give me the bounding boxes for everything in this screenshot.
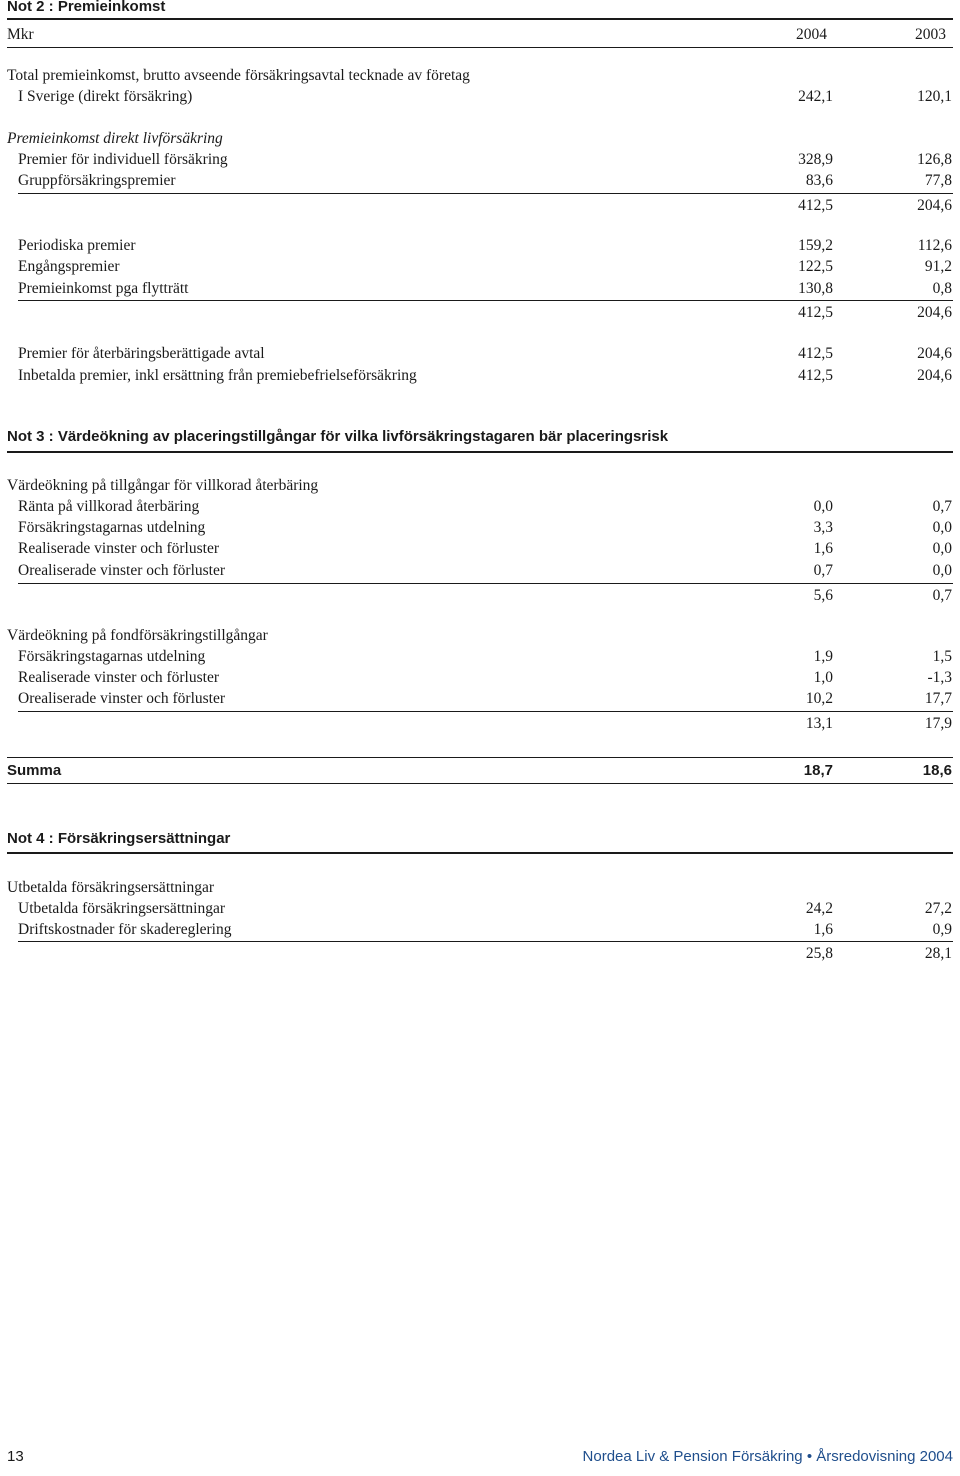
table-row xyxy=(0,170,960,191)
row-label: Värdeökning på fondförsäkringstillgångar xyxy=(7,627,268,644)
row-label: Total premieinkomst, brutto avseende försäkringsavtal tecknade av företag xyxy=(7,67,470,84)
value-2003: -1,3 xyxy=(927,669,952,686)
note-3-heading: Not 3 : Värdeökning av placeringstillgångar för vilka livförsäkringstagaren bär placeringsrisk xyxy=(7,428,669,445)
value-2003: 0,8 xyxy=(932,280,952,297)
value-2004: 412,5 xyxy=(798,367,833,384)
table-row xyxy=(0,278,960,299)
value-2004: 0,7 xyxy=(813,562,833,579)
table-row xyxy=(0,688,960,709)
value-2004: 1,6 xyxy=(813,540,833,557)
column-header-row xyxy=(0,24,960,45)
value-2003: 0,7 xyxy=(932,587,952,604)
value-2003: 0,7 xyxy=(932,498,952,515)
subtotal-row xyxy=(0,585,960,606)
value-2003: 0,0 xyxy=(932,519,952,536)
value-2004: 412,5 xyxy=(798,304,833,321)
row-label: Realiserade vinster och förluster xyxy=(18,540,219,557)
row-label: Premier för återbäringsberättigade avtal xyxy=(18,345,265,362)
table-row xyxy=(0,86,960,107)
value-2003: 0,0 xyxy=(932,562,952,579)
summa-top-rule xyxy=(7,757,953,758)
table-row xyxy=(0,235,960,256)
value-2003: 17,9 xyxy=(924,715,952,732)
subtotal-row xyxy=(0,943,960,964)
row-label: Försäkringstagarnas utdelning xyxy=(18,519,206,536)
table-row xyxy=(0,919,960,940)
value-2004: 328,9 xyxy=(798,151,833,168)
value-2004: 10,2 xyxy=(805,690,833,707)
row-label: Utbetalda försäkringsersättningar xyxy=(18,900,226,917)
subtotal-rule xyxy=(18,300,953,301)
row-label: Engångspremier xyxy=(18,258,120,275)
unit-label: Mkr xyxy=(7,26,34,43)
value-2004: 122,5 xyxy=(798,258,833,275)
table-row xyxy=(0,517,960,538)
value-2004: 83,6 xyxy=(805,172,833,189)
note-3-top-rule xyxy=(7,451,953,453)
value-2003: 17,7 xyxy=(924,690,952,707)
value-2004: 18,7 xyxy=(803,762,833,779)
value-2003: 28,1 xyxy=(924,945,952,962)
value-2003: 0,0 xyxy=(932,540,952,557)
table-row xyxy=(0,65,960,86)
value-2003: 1,5 xyxy=(932,648,952,665)
row-label: Summa xyxy=(7,762,62,779)
summa-row xyxy=(0,760,960,781)
subtotal-rule xyxy=(18,583,953,584)
subtotal-rule xyxy=(18,941,953,942)
summa-bottom-rule xyxy=(7,783,953,784)
table-row xyxy=(0,149,960,170)
value-2004: 130,8 xyxy=(798,280,833,297)
header-rule xyxy=(7,47,953,48)
value-2003: 204,6 xyxy=(917,367,952,384)
row-label: I Sverige (direkt försäkring) xyxy=(18,88,193,105)
table-row xyxy=(0,256,960,277)
row-label: Ränta på villkorad återbäring xyxy=(18,498,200,515)
row-label: Värdeökning på tillgångar för villkorad återbäring xyxy=(7,477,319,494)
value-2003: 126,8 xyxy=(917,151,952,168)
row-label: Försäkringstagarnas utdelning xyxy=(18,648,206,665)
table-row xyxy=(0,560,960,581)
row-label: Inbetalda premier, inkl ersättning från premiebefrielseförsäkring xyxy=(18,367,417,384)
value-2004: 1,9 xyxy=(813,648,833,665)
value-2004: 1,0 xyxy=(813,669,833,686)
group-heading xyxy=(0,877,960,898)
year-2003-header: 2003 xyxy=(915,26,946,43)
row-label: Driftskostnader för skadereglering xyxy=(18,921,232,938)
value-2003: 18,6 xyxy=(922,762,952,779)
row-label: Realiserade vinster och förluster xyxy=(18,669,219,686)
subtotal-row xyxy=(0,195,960,216)
subtotal-rule xyxy=(18,193,953,194)
subtotal-row xyxy=(0,302,960,323)
row-label: Utbetalda försäkringsersättningar xyxy=(7,879,215,896)
value-2003: 27,2 xyxy=(924,900,952,917)
value-2003: 0,9 xyxy=(932,921,952,938)
value-2003: 204,6 xyxy=(917,345,952,362)
row-label: Premieinkomst pga flytträtt xyxy=(18,280,189,297)
value-2004: 5,6 xyxy=(813,587,833,604)
value-2004: 3,3 xyxy=(813,519,833,536)
row-label: Orealiserade vinster och förluster xyxy=(18,690,226,707)
table-row xyxy=(0,646,960,667)
group-heading xyxy=(0,475,960,496)
table-row xyxy=(0,496,960,517)
note-4-top-rule xyxy=(7,852,953,854)
value-2004: 412,5 xyxy=(798,197,833,214)
table-row xyxy=(0,365,960,386)
table-row xyxy=(0,667,960,688)
value-2003: 77,8 xyxy=(924,172,952,189)
row-label: Periodiska premier xyxy=(18,237,136,254)
value-2003: 204,6 xyxy=(917,197,952,214)
value-2004: 242,1 xyxy=(798,88,833,105)
value-2003: 204,6 xyxy=(917,304,952,321)
table-row xyxy=(0,343,960,364)
row-label: Gruppförsäkringspremier xyxy=(18,172,176,189)
value-2003: 91,2 xyxy=(924,258,952,275)
value-2004: 1,6 xyxy=(813,921,833,938)
table-row xyxy=(0,538,960,559)
section-subheading xyxy=(0,128,960,149)
value-2004: 25,8 xyxy=(805,945,833,962)
value-2004: 24,2 xyxy=(805,900,833,917)
value-2004: 13,1 xyxy=(805,715,833,732)
value-2004: 0,0 xyxy=(813,498,833,515)
value-2003: 120,1 xyxy=(917,88,952,105)
row-label: Premier för individuell försäkring xyxy=(18,151,228,168)
row-label: Premieinkomst direkt livförsäkring xyxy=(7,130,223,147)
note-2-heading: Not 2 : Premieinkomst xyxy=(7,0,166,15)
table-row xyxy=(0,898,960,919)
footer-title: Nordea Liv & Pension Försäkring • Årsredovisning 2004 xyxy=(582,1448,953,1465)
subtotal-rule xyxy=(18,711,953,712)
value-2004: 159,2 xyxy=(798,237,833,254)
note-4-heading: Not 4 : Försäkringsersättningar xyxy=(7,830,231,847)
note-2-top-rule xyxy=(7,18,953,20)
subtotal-row xyxy=(0,713,960,734)
value-2004: 412,5 xyxy=(798,345,833,362)
group-heading xyxy=(0,625,960,646)
row-label: Orealiserade vinster och förluster xyxy=(18,562,226,579)
value-2003: 112,6 xyxy=(917,237,952,254)
page-number: 13 xyxy=(7,1448,24,1465)
year-2004-header: 2004 xyxy=(796,26,827,43)
